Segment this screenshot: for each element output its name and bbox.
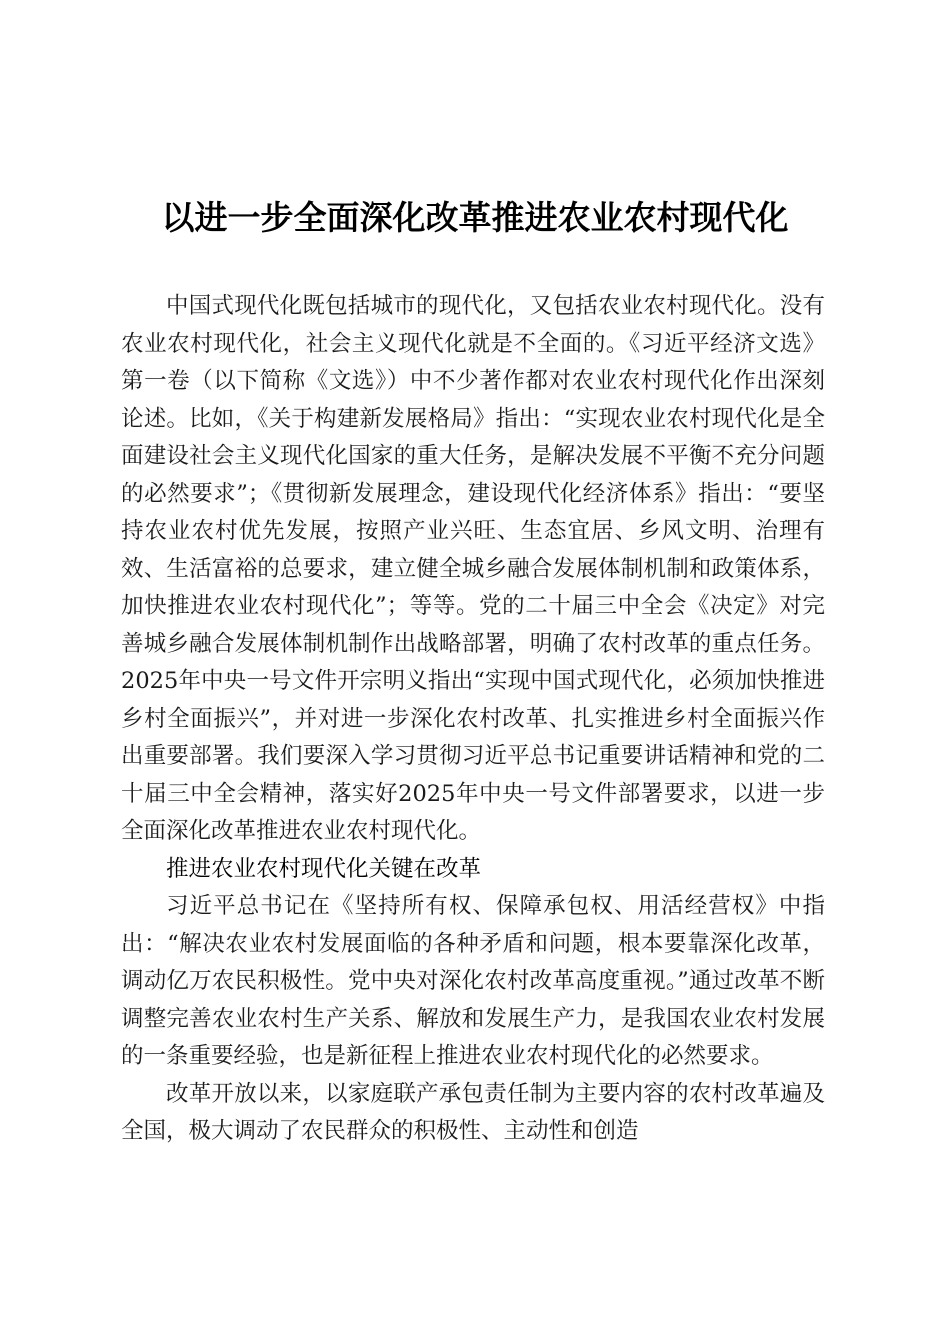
document-title: 以进一步全面深化改革推进农业农村现代化: [161, 198, 789, 237]
intro-paragraph: 中国式现代化既包括城市的现代化，又包括农业农村现代化。没有农业农村现代化，社会主义现代化就是不全面的。《习近平经济文选》第一卷（以下简称《文选》）中不少著作都对农业农村现代化作出深刻论述。比如，《关于构建新发展格局》指出：“实现农业农村现代化是全面建设社会主义现代化国家的重大任务，是解决发展不平衡不充分问题的必然要求”；《贯彻新发展理念，建设现代化经济体系》指出：“要坚持农业农村优先发展，按照产业兴旺、生态宜居、乡风文明、治理有效、生活富裕的总要求，建立健全城乡融合发展体制机制和政策体系，加快推进农业农村现代化”；等等。党的二十届三中全会《决定》对完善城乡融合发展体制机制作出战略部署，明确了农村改革的重点任务。2025年中央一号文件开宗明义指出“实现中国式现代化，必须加快推进乡村全面振兴”，并对进一步深化农村改革、扎实推进乡村全面振兴作出重要部署。我们要深入学习贯彻习近平总书记重要讲话精神和党的二十届三中全会精神，落实好2025年中央一号文件部署要求，以进一步全面深化改革推进农业农村现代化。: [121, 293, 825, 844]
section-paragraph: 改革开放以来，以家庭联产承包责任制为主要内容的农村改革遍及全国，极大调动了农民群众的积极性、主动性和创造: [121, 1080, 825, 1144]
section-heading: 推进农业农村现代化关键在改革: [166, 855, 482, 882]
section-paragraph: 习近平总书记在《坚持所有权、保障承包权、用活经营权》中指出：“解决农业农村发展面临的各种矛盾和问题，根本要靠深化改革，调动亿万农民积极性。党中央对深化农村改革高度重视。”通过改革不断调整完善农业农村生产关系、解放和发展生产力，是我国农业农村发展的一条重要经验，也是新征程上推进农业农村现代化的必然要求。: [121, 893, 825, 1069]
document-body: [121, 288, 825, 1151]
